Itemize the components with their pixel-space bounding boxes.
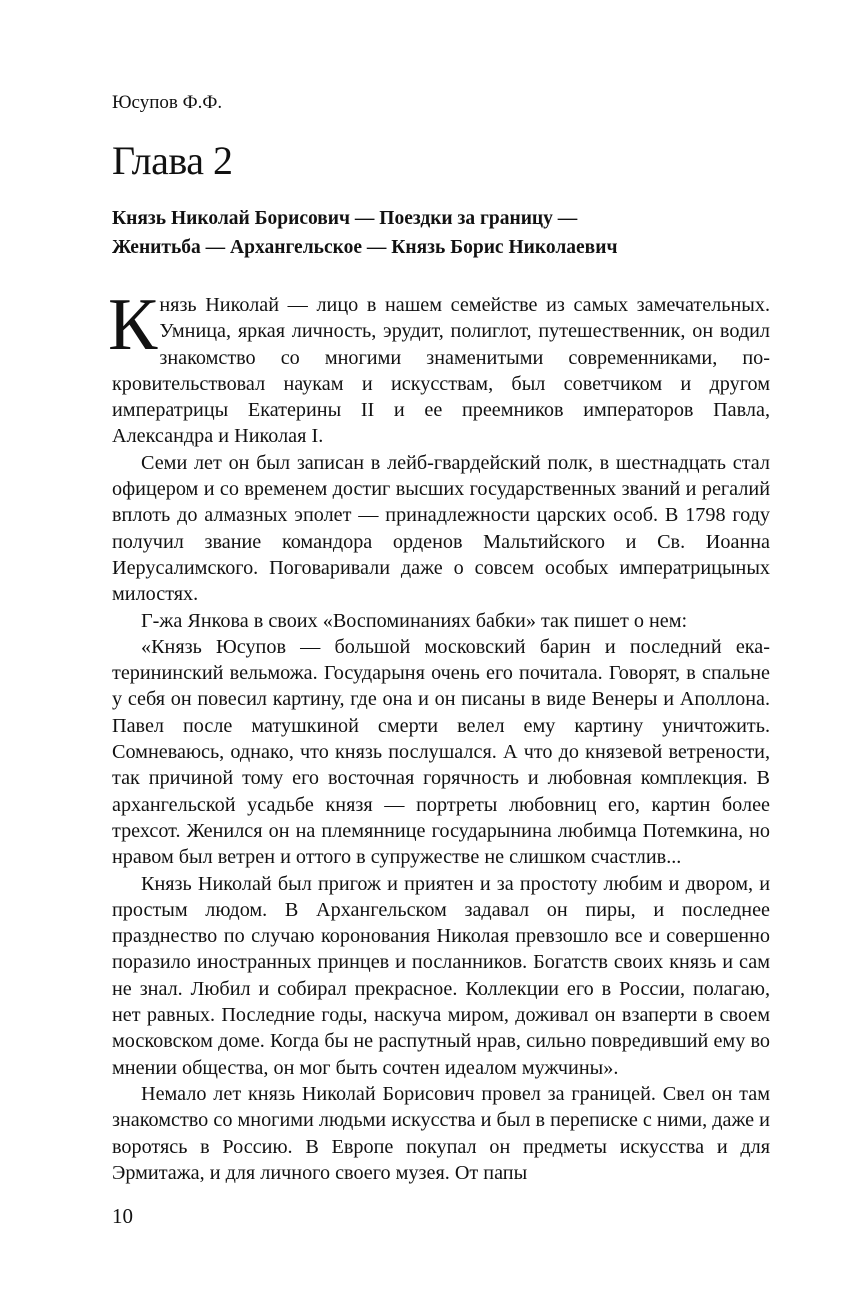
chapter-subtitle-line-2: Женитьба — Архангельское — Князь Борис Николаевич bbox=[112, 237, 618, 258]
chapter-title: Глава 2 bbox=[112, 138, 233, 183]
paragraph-4: «Князь Юсупов — большой московский барин и последний екатерининский вельможа. Государыня очень его почитала. Говорят, в спальне у себя он повесил картину, где она и он писаны в виде Венеры и Аполлона. Павел после матушкиной смерти велел ему картину уничтожить. Сомневаюсь, однако, что князь послушался. А что до князевой ветрености, так причиной тому его восточная горячность и любовная комплекция. В архангельской усадьбе князя — портреты любовниц его, картин более трехсот. Женился он на племяннице государынина любимца Потемкина, но нравом был ветрен и оттого в супружестве не слишком счастлив... bbox=[112, 635, 770, 869]
chapter-subtitle bbox=[112, 204, 770, 262]
paragraph-3: Г-жа Янкова в своих «Воспоминаниях бабки» так пишет о нем: bbox=[141, 609, 688, 632]
running-head: Юсупов Ф.Ф. bbox=[112, 92, 223, 113]
page-content bbox=[108, 138, 770, 1186]
paragraph-5: Князь Николай был пригож и приятен и за простоту любим и двором, и простым людом. В Архангельском задавал он пиры, и последнее празднество по случаю коронования Николая превзошло все и совершенно поразило иностранных принцев и посланников. Богатств своих князь и сам не знал. Любил и собирал прекрасное. Коллекции его в России, полагаю, нет равных. Последние годы, наскучa миром, доживал он взаперти в своем московском доме. Когда бы не распутный нрав, сильно повредивший ему во мнении общества, он мог быть сочтен идеалом мужчины». bbox=[112, 872, 770, 1079]
paragraph-6: Немало лет князь Николай Борисович провел за границей. Свел он там знакомство со многими людьми искусства и был в переписке с ними, даже и воротясь в Россию. В Европе покупал он предметы искусства и для Эрмитажа, и для личного своего музея. От папы bbox=[112, 1082, 770, 1184]
paragraph-1-text: нязь Николай — лицо в нашем семействе из самых замечательных. Умница, яркая личность, эрудит, полиглот, путешественник, он водил знакомство со многими знаменитыми современниками, покровительствовал наукам и искусствам, был советчиком и другом императрицы Екатерины II и ее преемников императоров Павла, Александра и Николая I. bbox=[112, 294, 770, 448]
page-number: 10 bbox=[112, 1204, 133, 1228]
body-text bbox=[108, 284, 770, 1186]
drop-cap: К bbox=[108, 284, 158, 366]
paragraph-1 bbox=[108, 284, 770, 450]
chapter-subtitle-line-1: Князь Николай Борисович — Поездки за границу — bbox=[112, 208, 578, 229]
paragraph-2: Семи лет он был записан в лейб-гвардейский полк, в шестнадцать стал офицером и со временем достиг высших государственных званий и регалий вплоть до алмазных эполет — принадлежности царских особ. В 1798 году получил звание командора орденов Мальтийского и Св. Иоанна Иерусалимского. Поговаривали даже о совсем особых императрицыных милостях. bbox=[112, 451, 770, 606]
